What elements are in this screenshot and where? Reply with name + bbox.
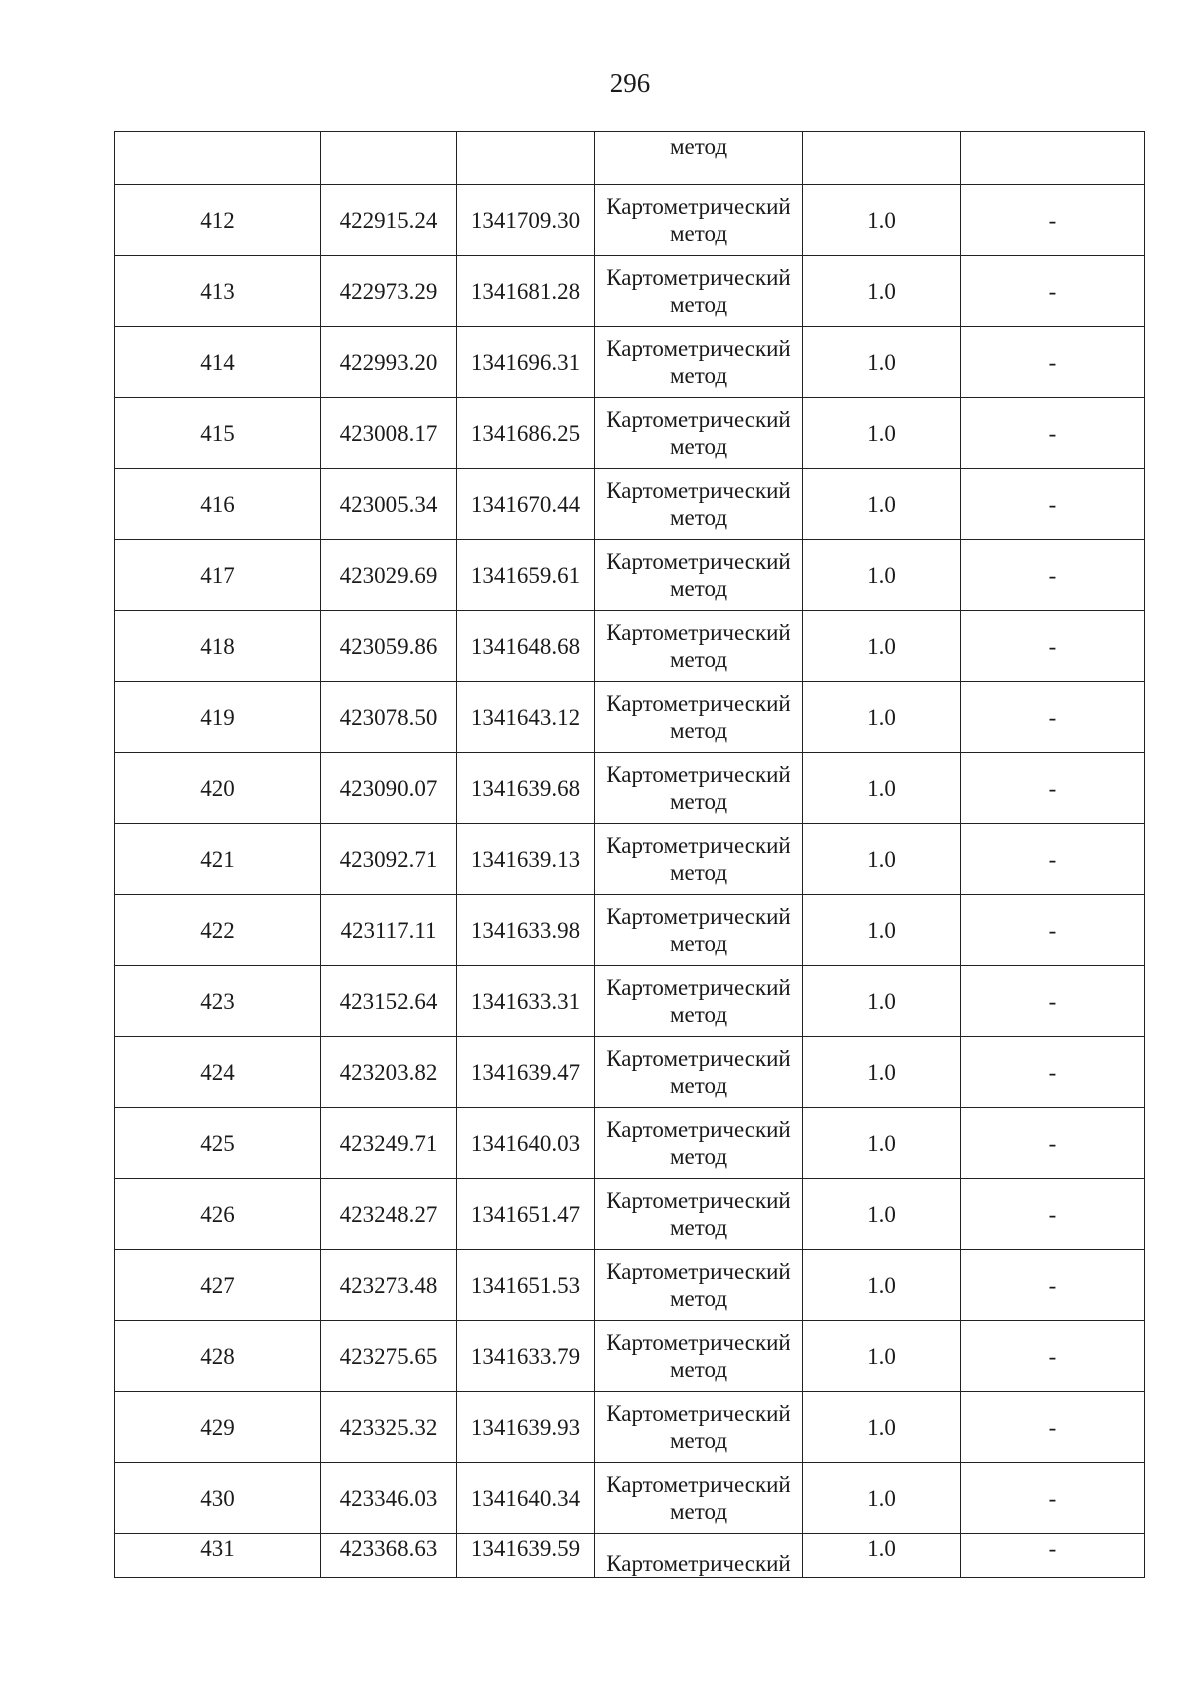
coordinates-table <box>114 131 1145 1578</box>
cell-accuracy <box>803 132 961 185</box>
method-line-1: Картометрический <box>606 407 791 432</box>
cell-note: - <box>961 1037 1145 1108</box>
method-line-1: Картометрический <box>606 1188 791 1213</box>
method-line-2: метод <box>669 1002 728 1027</box>
cell-method <box>595 256 803 327</box>
cell-accuracy: 1.0 <box>803 185 961 256</box>
cell-method <box>595 682 803 753</box>
cell-method <box>595 540 803 611</box>
cell-accuracy: 1.0 <box>803 895 961 966</box>
cell-point-number: 430 <box>115 1463 321 1534</box>
cell-point-number: 424 <box>115 1037 321 1108</box>
method-line-1: Картометрический <box>606 1117 791 1142</box>
table-row <box>115 1108 1145 1179</box>
cell-y: 1341633.31 <box>457 966 595 1037</box>
table-row-continued <box>115 132 1145 185</box>
cell-note: - <box>961 1392 1145 1463</box>
cell-x: 423203.82 <box>321 1037 457 1108</box>
method-line-1: Картометрический <box>606 1401 791 1426</box>
cell-note: - <box>961 469 1145 540</box>
cell-method <box>595 398 803 469</box>
cell-method <box>595 469 803 540</box>
cell-note: - <box>961 1250 1145 1321</box>
cell-x: 423090.07 <box>321 753 457 824</box>
table-row <box>115 1250 1145 1321</box>
cell-x: 423117.11 <box>321 895 457 966</box>
table-row <box>115 611 1145 682</box>
method-line-2: метод <box>669 1428 728 1453</box>
method-line-1: Картометрический <box>606 833 791 858</box>
table-row <box>115 1321 1145 1392</box>
cell-note <box>961 132 1145 185</box>
method-line-1: Картометрический <box>606 194 791 219</box>
cell-point-number: 426 <box>115 1179 321 1250</box>
cell-method <box>595 753 803 824</box>
cell-point-number: 422 <box>115 895 321 966</box>
cell-point-number: 420 <box>115 753 321 824</box>
cell-note: - <box>961 327 1145 398</box>
table-row <box>115 540 1145 611</box>
table-row <box>115 469 1145 540</box>
cell-accuracy: 1.0 <box>803 824 961 895</box>
cell-y: 1341639.13 <box>457 824 595 895</box>
cell-note: - <box>961 398 1145 469</box>
cell-method <box>595 824 803 895</box>
cell-y: 1341670.44 <box>457 469 595 540</box>
cell-point-number: 429 <box>115 1392 321 1463</box>
cell-y: 1341639.93 <box>457 1392 595 1463</box>
method-line-2: метод <box>669 1215 728 1240</box>
cell-method <box>595 1392 803 1463</box>
cell-x: 423008.17 <box>321 398 457 469</box>
cell-note: - <box>961 966 1145 1037</box>
cell-point-number: 416 <box>115 469 321 540</box>
cell-accuracy: 1.0 <box>803 1108 961 1179</box>
method-line-1: Картометрический <box>606 620 791 645</box>
table-row <box>115 1463 1145 1534</box>
cell-y: 1341643.12 <box>457 682 595 753</box>
table-row <box>115 1179 1145 1250</box>
cell-note: - <box>961 1534 1145 1578</box>
method-line-1: Картометрический <box>606 691 791 716</box>
method-line-2: метод <box>669 221 728 246</box>
cell-point-number: 421 <box>115 824 321 895</box>
method-line-1: Картометрический <box>606 975 791 1000</box>
cell-y: 1341640.03 <box>457 1108 595 1179</box>
cell-method: метод <box>595 132 803 185</box>
cell-point-number: 418 <box>115 611 321 682</box>
table-row <box>115 824 1145 895</box>
cell-method <box>595 1037 803 1108</box>
method-line-2: метод <box>669 931 728 956</box>
method-line-2: метод <box>669 1499 728 1524</box>
cell-x: 422993.20 <box>321 327 457 398</box>
cell-accuracy: 1.0 <box>803 1534 961 1578</box>
method-line-2: метод <box>669 718 728 743</box>
cell-accuracy: 1.0 <box>803 327 961 398</box>
method-line-1: Картометрический <box>606 478 791 503</box>
cell-y: 1341651.47 <box>457 1179 595 1250</box>
cell-accuracy: 1.0 <box>803 1321 961 1392</box>
method-line-1: Картометрический <box>606 1472 791 1497</box>
cell-x: 423059.86 <box>321 611 457 682</box>
cell-x: 423092.71 <box>321 824 457 895</box>
method-line-2: метод <box>669 789 728 814</box>
cell-x: 423368.63 <box>321 1534 457 1578</box>
cell-note: - <box>961 753 1145 824</box>
table-row <box>115 185 1145 256</box>
cell-y: 1341640.34 <box>457 1463 595 1534</box>
table-row <box>115 753 1145 824</box>
method-line-2: метод <box>669 292 728 317</box>
cell-x <box>321 132 457 185</box>
cell-y: 1341648.68 <box>457 611 595 682</box>
method-line-2: метод <box>669 434 728 459</box>
cell-method <box>595 1179 803 1250</box>
cell-y: 1341633.79 <box>457 1321 595 1392</box>
cell-x: 423275.65 <box>321 1321 457 1392</box>
method-line-2: метод <box>669 505 728 530</box>
cell-method <box>595 1463 803 1534</box>
method-line-1: Картометрический <box>606 762 791 787</box>
table-row <box>115 1037 1145 1108</box>
cell-point-number: 414 <box>115 327 321 398</box>
cell-x: 422915.24 <box>321 185 457 256</box>
table-row <box>115 256 1145 327</box>
cell-method: Картометрический <box>595 1534 803 1578</box>
cell-note: - <box>961 611 1145 682</box>
cell-note: - <box>961 895 1145 966</box>
cell-point-number: 428 <box>115 1321 321 1392</box>
table-row <box>115 398 1145 469</box>
cell-accuracy: 1.0 <box>803 1463 961 1534</box>
cell-note: - <box>961 256 1145 327</box>
cell-method <box>595 1321 803 1392</box>
method-line-2: метод <box>669 647 728 672</box>
cell-y <box>457 132 595 185</box>
cell-x: 423029.69 <box>321 540 457 611</box>
method-line-1: Картометрический <box>606 549 791 574</box>
cell-note: - <box>961 824 1145 895</box>
cell-accuracy: 1.0 <box>803 540 961 611</box>
cell-accuracy: 1.0 <box>803 1250 961 1321</box>
cell-point-number: 425 <box>115 1108 321 1179</box>
cell-accuracy: 1.0 <box>803 469 961 540</box>
cell-method <box>595 1250 803 1321</box>
cell-y: 1341696.31 <box>457 327 595 398</box>
cell-point-number: 423 <box>115 966 321 1037</box>
cell-point-number: 415 <box>115 398 321 469</box>
cell-accuracy: 1.0 <box>803 1392 961 1463</box>
method-line-1: Картометрический <box>606 336 791 361</box>
cell-method <box>595 895 803 966</box>
method-line-2: метод <box>669 1357 728 1382</box>
cell-x: 423152.64 <box>321 966 457 1037</box>
cell-point-number: 417 <box>115 540 321 611</box>
cell-x: 423273.48 <box>321 1250 457 1321</box>
cell-accuracy: 1.0 <box>803 611 961 682</box>
cell-x: 423078.50 <box>321 682 457 753</box>
method-line-1: Картометрический <box>606 904 791 929</box>
table-row <box>115 327 1145 398</box>
table-row <box>115 682 1145 753</box>
method-line-2: метод <box>669 1073 728 1098</box>
method-line-2: метод <box>669 363 728 388</box>
cell-y: 1341639.68 <box>457 753 595 824</box>
cell-method <box>595 1108 803 1179</box>
cell-x: 423249.71 <box>321 1108 457 1179</box>
cell-point-number: 431 <box>115 1534 321 1578</box>
method-line-1: Картометрический <box>606 1259 791 1284</box>
page-number: 296 <box>609 68 651 98</box>
cell-point-number: 427 <box>115 1250 321 1321</box>
table-row <box>115 1534 1145 1578</box>
cell-y: 1341709.30 <box>457 185 595 256</box>
cell-note: - <box>961 540 1145 611</box>
cell-y: 1341681.28 <box>457 256 595 327</box>
cell-method <box>595 611 803 682</box>
cell-x: 423325.32 <box>321 1392 457 1463</box>
cell-x: 422973.29 <box>321 256 457 327</box>
cell-method <box>595 966 803 1037</box>
cell-method <box>595 185 803 256</box>
method-line-1: Картометрический <box>606 265 791 290</box>
cell-note: - <box>961 185 1145 256</box>
cell-point-number <box>115 132 321 185</box>
cell-accuracy: 1.0 <box>803 1179 961 1250</box>
cell-y: 1341639.59 <box>457 1534 595 1578</box>
cell-accuracy: 1.0 <box>803 256 961 327</box>
method-line-1: Картометрический <box>606 1330 791 1355</box>
cell-note: - <box>961 1108 1145 1179</box>
cell-y: 1341633.98 <box>457 895 595 966</box>
method-line-1: Картометрический <box>606 1046 791 1071</box>
cell-y: 1341651.53 <box>457 1250 595 1321</box>
cell-x: 423346.03 <box>321 1463 457 1534</box>
cell-point-number: 413 <box>115 256 321 327</box>
cell-method <box>595 327 803 398</box>
cell-accuracy: 1.0 <box>803 753 961 824</box>
cell-accuracy: 1.0 <box>803 1037 961 1108</box>
method-line-2: метод <box>669 1144 728 1169</box>
cell-accuracy: 1.0 <box>803 966 961 1037</box>
method-line-2: метод <box>669 576 728 601</box>
cell-note: - <box>961 1179 1145 1250</box>
cell-y: 1341639.47 <box>457 1037 595 1108</box>
cell-y: 1341659.61 <box>457 540 595 611</box>
cell-point-number: 419 <box>115 682 321 753</box>
cell-note: - <box>961 1463 1145 1534</box>
cell-x: 423005.34 <box>321 469 457 540</box>
method-line-2: метод <box>669 860 728 885</box>
table-row <box>115 895 1145 966</box>
method-line-2: метод <box>669 1286 728 1311</box>
table-row <box>115 1392 1145 1463</box>
table-row <box>115 966 1145 1037</box>
cell-note: - <box>961 682 1145 753</box>
cell-accuracy: 1.0 <box>803 682 961 753</box>
cell-y: 1341686.25 <box>457 398 595 469</box>
cell-note: - <box>961 1321 1145 1392</box>
cell-point-number: 412 <box>115 185 321 256</box>
cell-x: 423248.27 <box>321 1179 457 1250</box>
cell-accuracy: 1.0 <box>803 398 961 469</box>
